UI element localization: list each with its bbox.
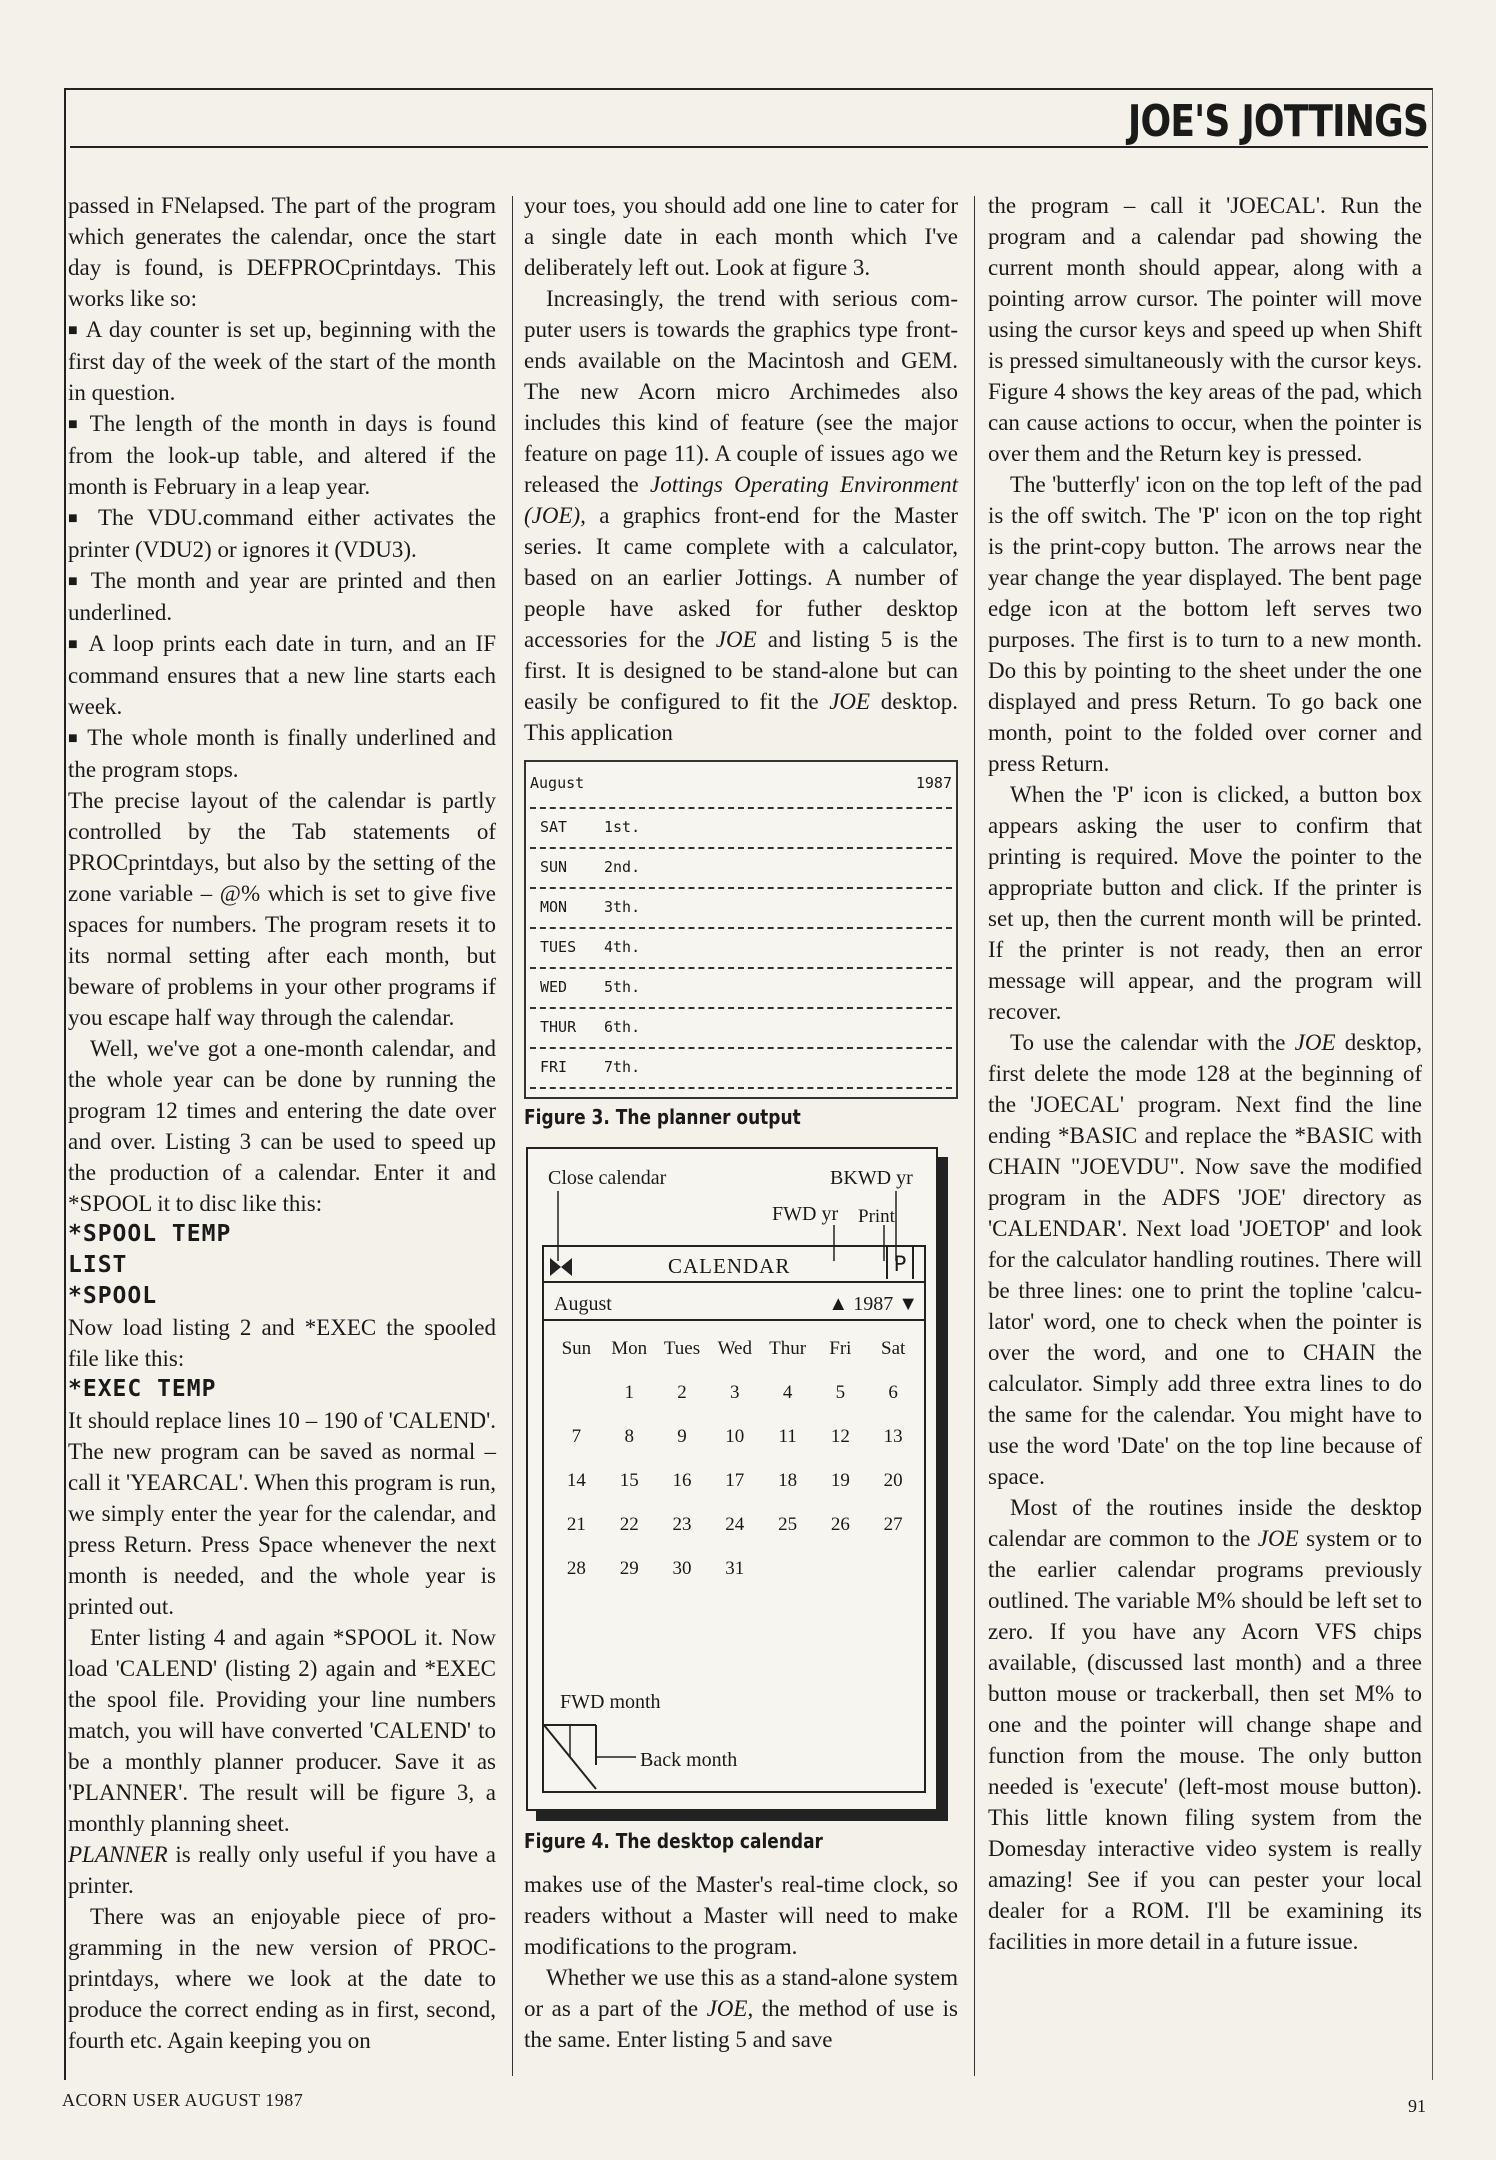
print-icon[interactable]: P [886,1247,914,1279]
planner-day: SUN [540,858,568,876]
fwd-month-label: FWD month [560,1691,661,1713]
figure-4-caption: Figure 4. The desktop calendar [524,1829,823,1853]
paragraph: passed in FNelapsed. The part of the program which generates the calendar, once the start day is found, is DEFPROCprintdays. This works like so: [68,193,496,311]
planner-day: MON [540,898,568,916]
calendar-grid [550,1333,920,1597]
planner-day: FRI [540,1058,568,1076]
planner-day: THUR [540,1018,577,1036]
planner-row [530,849,952,889]
weekday-label: Sun [561,1338,592,1359]
day-cell: 28 [566,1558,586,1579]
weekday-label: Sat [881,1338,906,1359]
day-cell: 15 [619,1470,639,1491]
bkwd-yr-label: BKWD yr [830,1167,913,1189]
figure-3-caption: Figure 3. The planner output [524,1105,801,1129]
bullet-item: ■ The whole month is finally underlined and the program stops. [68,722,496,785]
day-cell: 26 [830,1514,850,1535]
italic-term: PLANNER [68,1842,168,1867]
paragraph: Now load listing 2 and *EXEC the spooled file like this: [68,1315,496,1371]
planner-rows [526,807,956,1089]
italic-term: JOE [829,689,871,714]
planner-date: 7th. [604,1058,641,1076]
day-cell: 30 [672,1558,692,1579]
planner-row [530,807,952,849]
italic-term: JOE [1257,1526,1299,1551]
planner-date: 3th. [604,898,641,916]
paragraph: makes use of the Master's real-time clock, so readers without a Master will need to make modifications to the program. [524,1872,958,1959]
planner-month: August [530,774,585,792]
column-divider [974,196,975,2076]
calendar-title: CALENDAR [668,1254,791,1278]
paragraph [524,1962,958,2055]
planner-day: TUES [540,938,577,956]
day-cell: 29 [619,1558,639,1579]
calendar-titlebar [544,1247,924,1283]
page-title: JOE'S JOTTINGS [1127,96,1428,147]
weekday-label: Fri [829,1338,852,1359]
bullet-item: ■ A loop prints each date in turn, and an IF command ensures that a new line starts each week. [68,628,496,722]
planner-date: 1st. [604,818,641,836]
planner-row [530,969,952,1009]
column-1 [68,190,496,2056]
day-cell: 19 [830,1470,850,1491]
header-rule [70,146,1428,148]
day-cell: 22 [619,1514,639,1535]
code-line: *SPOOL [68,1283,158,1309]
weekday-label: Tues [663,1338,701,1359]
print-label: Print [858,1206,895,1227]
paragraph [988,1027,1422,1492]
day-cell: 20 [883,1470,903,1491]
month-bar [544,1283,924,1321]
week-row [550,1421,920,1465]
close-calendar-label: Close calendar [548,1167,667,1189]
footer-issue: ACORN USER AUGUST 1987 [62,2090,304,2110]
text-run: Increasingly, the trend with serious computer users is towards the graphics type front-ends available on the Macintosh and GEM. The new Acorn micro Archimedes also includes this kind of feature (see the major feature on page 11). A couple of issues ago we released the [524,286,958,497]
day-cell: 14 [566,1470,586,1491]
day-cell: 4 [782,1382,793,1403]
planner-row [530,929,952,969]
figure-3-planner [524,760,958,1099]
planner-date: 2nd. [604,858,641,876]
weekday-label: Mon [611,1338,648,1359]
day-cell: 10 [725,1426,745,1447]
paragraph: the program – call it 'JOECAL'. Run the program and a calendar pad showing the current month should appear, along with a pointing arrow cursor. The pointer will move using the cursor keys and speed up when Shift is pressed simultaneously with the cursor keys. Figure 4 shows the key areas of the pad, which can cause actions to occur, when the pointer is over them and the Return key is pressed. [988,193,1422,466]
bullet-item: ■ The length of the month in days is found from the look-up table, and altered if the month is February in a leap year. [68,408,496,502]
day-cell: 13 [883,1426,903,1447]
day-cell [550,1377,603,1421]
day-cell: 8 [624,1426,634,1447]
text-run: Most of the routines inside the desktop calendar are common to the [988,1495,1422,1551]
planner-date: 6th. [604,1018,641,1036]
day-cell: 9 [677,1426,687,1447]
calendar-window [542,1245,926,1793]
day-cell: 24 [725,1514,745,1535]
day-cell: 6 [888,1382,898,1403]
day-cell: 1 [624,1382,634,1403]
planner-year: 1987 [915,774,952,792]
paragraph: The 'butterfly' icon on the top left of the pad is the off switch. The 'P' icon on the top right is the print-copy button. The arrows near the year change the year displayed. The bent page edge icon at the bottom left serves two purposes. The first is to turn to a new month. Do this by pointing to the sheet under the one displayed and press Return. To go back one month, point to the folded over corner and press Return. [988,472,1422,776]
paragraph: When the 'P' icon is clicked, a button box appears asking the user to confirm that printing is required. Move the pointer to the appropriate button and click. If the printer is set up, then the current month will be printed. If the printer is not ready, then an error message will appear, and the program will recover. [988,782,1422,1024]
weekday-label: Thur [769,1338,807,1359]
paragraph [524,283,958,748]
planner-row [530,1049,952,1089]
italic-term: Jottings Operating Environment (JOE), [524,472,958,528]
planner-row [530,1009,952,1049]
text-run: system or to the earlier calendar programs previously outlined. The variable M% should be left set to zero. If you have any Acorn VFS chips available, (discussed last month) and a three button mouse or trackerball, then set M% to one and the pointer will change shape and function from the mouse. The only button needed is 'execute' (left-most mouse button). This little known filing system from the Domesday interactive video system is really amazing! See if you can pester your local dealer for a ROM. I'll be examining its facilities in more detail in a future issue. [988,1526,1422,1954]
day-cell: 12 [830,1426,850,1447]
year-arrows[interactable]: ▲ 1987 ▼ [828,1293,918,1315]
weekday-label: Wed [717,1338,752,1359]
day-cell [867,1553,920,1597]
paragraph: your toes, you should add one line to cater for a single date in each month which I've deliberately left out. Look at figure 3. [524,193,958,280]
planner-date: 4th. [604,938,641,956]
day-cell [761,1553,814,1597]
planner-header [526,768,956,807]
paragraph: It should replace lines 10 – 190 of 'CALEND'. The new program can be saved as normal – call it 'YEARCAL'. When this program is run, we simply enter the year for the calendar, and press Return. Press Space whenever the next month is needed, and the whole year is printed out. [68,1408,496,1619]
week-row [550,1377,920,1421]
planner-day: WED [540,978,568,996]
column-divider [512,196,513,2076]
day-cell [814,1553,867,1597]
week-row [550,1509,920,1553]
day-cell: 27 [883,1514,903,1535]
text-run: , the method of use is the same. Enter listing 5 and save [524,1996,959,2052]
calendar-month: August [554,1293,612,1315]
day-cell: 3 [730,1382,740,1403]
back-month-label: Back month [640,1749,738,1771]
day-cell: 23 [672,1514,692,1535]
paragraph: Well, we've got a one-month calendar, and the whole year can be done by running the program 12 times and entering the date over and over. Listing 3 can be used to speed up the production of a calendar. Enter it and *SPOOL it to disc like this: [68,1036,496,1216]
day-cell: 25 [778,1514,798,1535]
day-cell: 2 [677,1382,687,1403]
day-cell: 31 [725,1558,745,1579]
text-run: a graphics front-end for the Master series. It came complete with a calculator, based on an earlier Jottings. A number of people have asked for futher desktop accessories for the [524,503,958,652]
fwd-yr-label: FWD yr [772,1203,839,1225]
column-3 [988,190,1422,1957]
paragraph: The precise layout of the calendar is partly controlled by the Tab statements of PROCprintdays, but also by the setting of the zone variable – @% which is set to give five spaces for numbers. The program resets it to its normal setting after each month, but beware of problems in your other programs if you escape half way through the calendar. [68,788,496,1030]
paragraph [988,1492,1422,1957]
planner-day: SAT [540,818,568,836]
day-cell: 18 [778,1470,798,1491]
text-run: Whether we use this as a stand-alone system or as a part of the [524,1965,958,2021]
paragraph: Enter listing 4 and again *SPOOL it. Now load 'CALEND' (listing 2) again and *EXEC the spool file. Providing your line numbers match, you will have converted 'CALEND' to be a monthly planner producer. Save it as 'PLANNER'. The result will be figure 3, a monthly planning sheet. [68,1625,496,1836]
week-row [550,1553,920,1597]
day-cell: 17 [725,1470,745,1491]
italic-term: JOE [715,627,757,652]
weekday-header [550,1333,920,1377]
code-line: LIST [68,1252,128,1278]
text-run: is really only useful if you have a printer. [68,1842,496,1898]
page-turn-corner-icon[interactable] [544,1711,644,1791]
code-line: *EXEC TEMP [68,1376,217,1402]
planner-date: 5th. [604,978,641,996]
figure-4-diagram [526,1147,938,1811]
bullet-item: ■ The month and year are printed and then underlined. [68,565,496,628]
bullet-item: ■ The VDU.command either activates the printer (VDU2) or ignores it (VDU3). [68,502,496,565]
day-cell: 16 [672,1470,692,1491]
text-run: and listing 5 is the first. It is designed to be stand-alone but can easily be configured to fit the [524,627,958,714]
bullet-item: ■ A day counter is set up, beginning with the first day of the week of the start of the month in question. [68,314,496,408]
paragraph: There was an enjoyable piece of programming in the new version of PROCprintdays, where we look at the date to produce the correct ending as in first, second, fourth etc. Again keeping you on [68,1904,496,2053]
italic-term: JOE [706,1996,748,2021]
day-cell: 5 [835,1382,846,1403]
text-run: desktop. This application [524,689,958,745]
text-run: To use the calendar with the [1010,1030,1295,1055]
text-run: desktop, first delete the mode 128 at the beginning of the 'JOECAL' program. Next find the line ending *BASIC and replace the *BASIC with CHAIN "JOEVDU". Now save the modified program in the ADFS 'JOE' directory as 'CALENDAR'. Next load 'JOETOP' and look for the calculator handling routines. There will be three lines: one to print the topline 'calculator' word, one to check when the pointer is over the word, and one to CHAIN the calculator. Simply add three extra lines to do the same for the calendar. You might have to use the word 'Date' on the top line because of space. [988,1030,1422,1489]
column-2 [524,190,958,2055]
italic-term: JOE [1294,1030,1336,1055]
page-number: 91 [1408,2096,1426,2116]
code-line: *SPOOL TEMP [68,1221,232,1247]
day-cell: 21 [566,1514,586,1535]
day-cell: 11 [778,1426,797,1447]
paragraph [68,1839,496,1901]
planner-row [530,889,952,929]
figure-4 [524,1147,958,1869]
butterfly-icon[interactable] [550,1255,572,1286]
week-row [550,1465,920,1509]
day-cell: 7 [571,1426,582,1447]
